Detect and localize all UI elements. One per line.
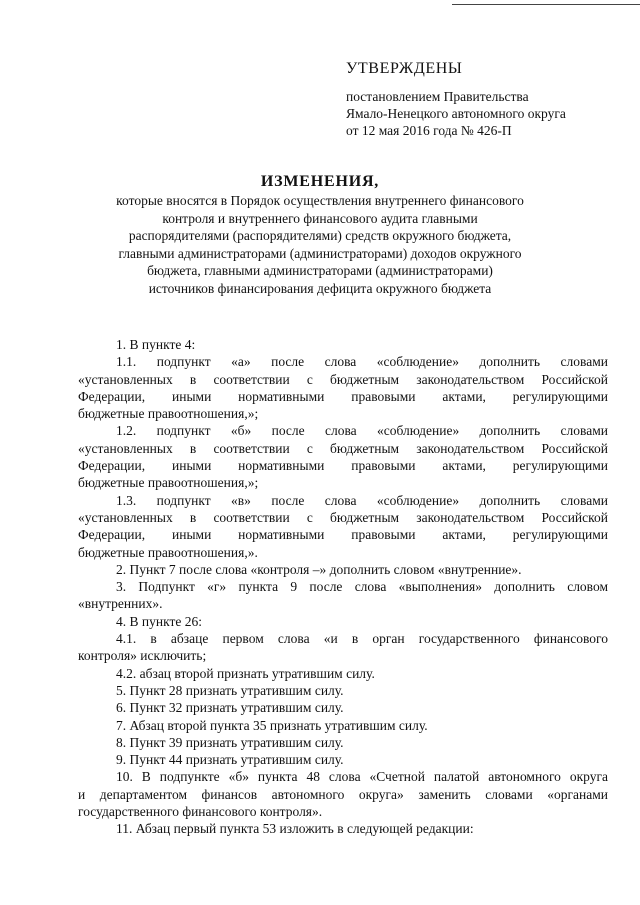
paragraph-line: 4. В пункте 26: xyxy=(116,613,202,629)
paragraph xyxy=(78,717,608,734)
paragraph xyxy=(78,665,608,682)
paragraph-line: 5. Пункт 28 признать утратившим силу. xyxy=(116,682,344,698)
paragraph-line: 6. Пункт 32 признать утратившим силу. xyxy=(116,700,344,716)
paragraph xyxy=(78,422,608,491)
subtitle-line: которые вносятся в Порядок осуществления внутреннего финансового xyxy=(116,193,524,208)
paragraph-line: 7. Абзац второй пункта 35 признать утратившим силу. xyxy=(116,717,428,733)
paragraph-line: Федерации, иными нормативными правовыми актами, регулирующими xyxy=(78,527,608,543)
paragraph xyxy=(78,820,608,837)
paragraph-line: 1. В пункте 4: xyxy=(116,337,196,352)
paragraph-line: контроля» исключить; xyxy=(78,648,207,664)
paragraph xyxy=(78,336,608,353)
paragraph-line: Федерации, иными нормативными правовыми актами, регулирующими xyxy=(78,388,608,404)
paragraph-line: бюджетные правоотношения,»; xyxy=(78,475,259,491)
paragraph xyxy=(78,561,608,578)
paragraph-line: «установленных в соответствии с бюджетным законодательством Российской xyxy=(78,509,608,525)
document-subtitle xyxy=(60,192,580,298)
paragraph xyxy=(78,682,608,699)
paragraph xyxy=(78,353,608,422)
paragraph-line: и департаментом финансов автономного округа» заменить словами «органами xyxy=(78,786,608,802)
paragraph-line: 4.1. в абзаце первом слова «и в орган государственного финансового xyxy=(116,631,608,647)
paragraph-line: 10. В подпункте «б» пункта 48 слова «Счетной палатой автономного округа xyxy=(116,769,608,785)
paragraph-line: 2. Пункт 7 после слова «контроля –» дополнить словом «внутренние». xyxy=(116,561,522,577)
paragraph xyxy=(78,578,608,613)
paragraph-line: «внутренних». xyxy=(78,596,163,612)
subtitle-line: контроля и внутреннего финансового аудита главными xyxy=(162,210,478,226)
approval-block xyxy=(346,60,616,139)
paragraph-line: бюджетные правоотношения,». xyxy=(78,544,258,560)
subtitle-line: распорядителями (распорядителями) средств окружного бюджета, xyxy=(128,228,512,244)
paragraph-line: бюджетные правоотношения,»; xyxy=(78,406,259,422)
paragraph-line: 1.2. подпункт «б» после слова «соблюдение» дополнить словами xyxy=(116,423,608,439)
paragraph xyxy=(78,492,608,561)
approval-line: Ямало-Ненецкого автономного округа xyxy=(346,106,566,121)
paragraph-line: 1.3. подпункт «в» после слова «соблюдение» дополнить словами xyxy=(116,492,608,508)
paragraph xyxy=(78,699,608,716)
top-rule xyxy=(452,4,640,5)
paragraph-line: «установленных в соответствии с бюджетным законодательством Российской xyxy=(78,371,608,387)
approval-line: постановлением Правительства xyxy=(346,89,529,104)
document-body xyxy=(78,336,608,838)
paragraph xyxy=(78,768,608,820)
subtitle-line: источников финансирования дефицита окружного бюджета xyxy=(148,280,492,296)
paragraph-line: Федерации, иными нормативными правовыми актами, регулирующими xyxy=(78,458,608,474)
paragraph xyxy=(78,734,608,751)
paragraph-line: государственного финансового контроля». xyxy=(78,804,323,820)
subtitle-line: бюджета, главными администраторами (администраторами) xyxy=(147,263,493,279)
approval-title: УТВЕРЖДЕНЫ xyxy=(346,60,463,77)
paragraph-line: 1.1. подпункт «а» после слова «соблюдение» дополнить словами xyxy=(116,354,608,370)
paragraph-line: 4.2. абзац второй признать утратившим силу. xyxy=(116,665,375,681)
paragraph-line: «установленных в соответствии с бюджетным законодательством Российской xyxy=(78,440,608,456)
approval-line: от 12 мая 2016 года № 426-П xyxy=(346,123,512,138)
paragraph xyxy=(78,630,608,665)
subtitle-line: главными администраторами (администраторами) доходов окружного xyxy=(118,245,522,261)
document-title: ИЗМЕНЕНИЯ, xyxy=(260,173,380,190)
paragraph-line: 3. Подпункт «г» пункта 9 после слова «выполнения» дополнить словом xyxy=(116,579,608,595)
paragraph xyxy=(78,751,608,768)
paragraph-line: 9. Пункт 44 признать утратившим силу. xyxy=(116,752,344,768)
paragraph-line: 11. Абзац первый пункта 53 изложить в следующей редакции: xyxy=(116,821,474,837)
paragraph-line: 8. Пункт 39 признать утратившим силу. xyxy=(116,734,344,750)
paragraph xyxy=(78,613,608,630)
